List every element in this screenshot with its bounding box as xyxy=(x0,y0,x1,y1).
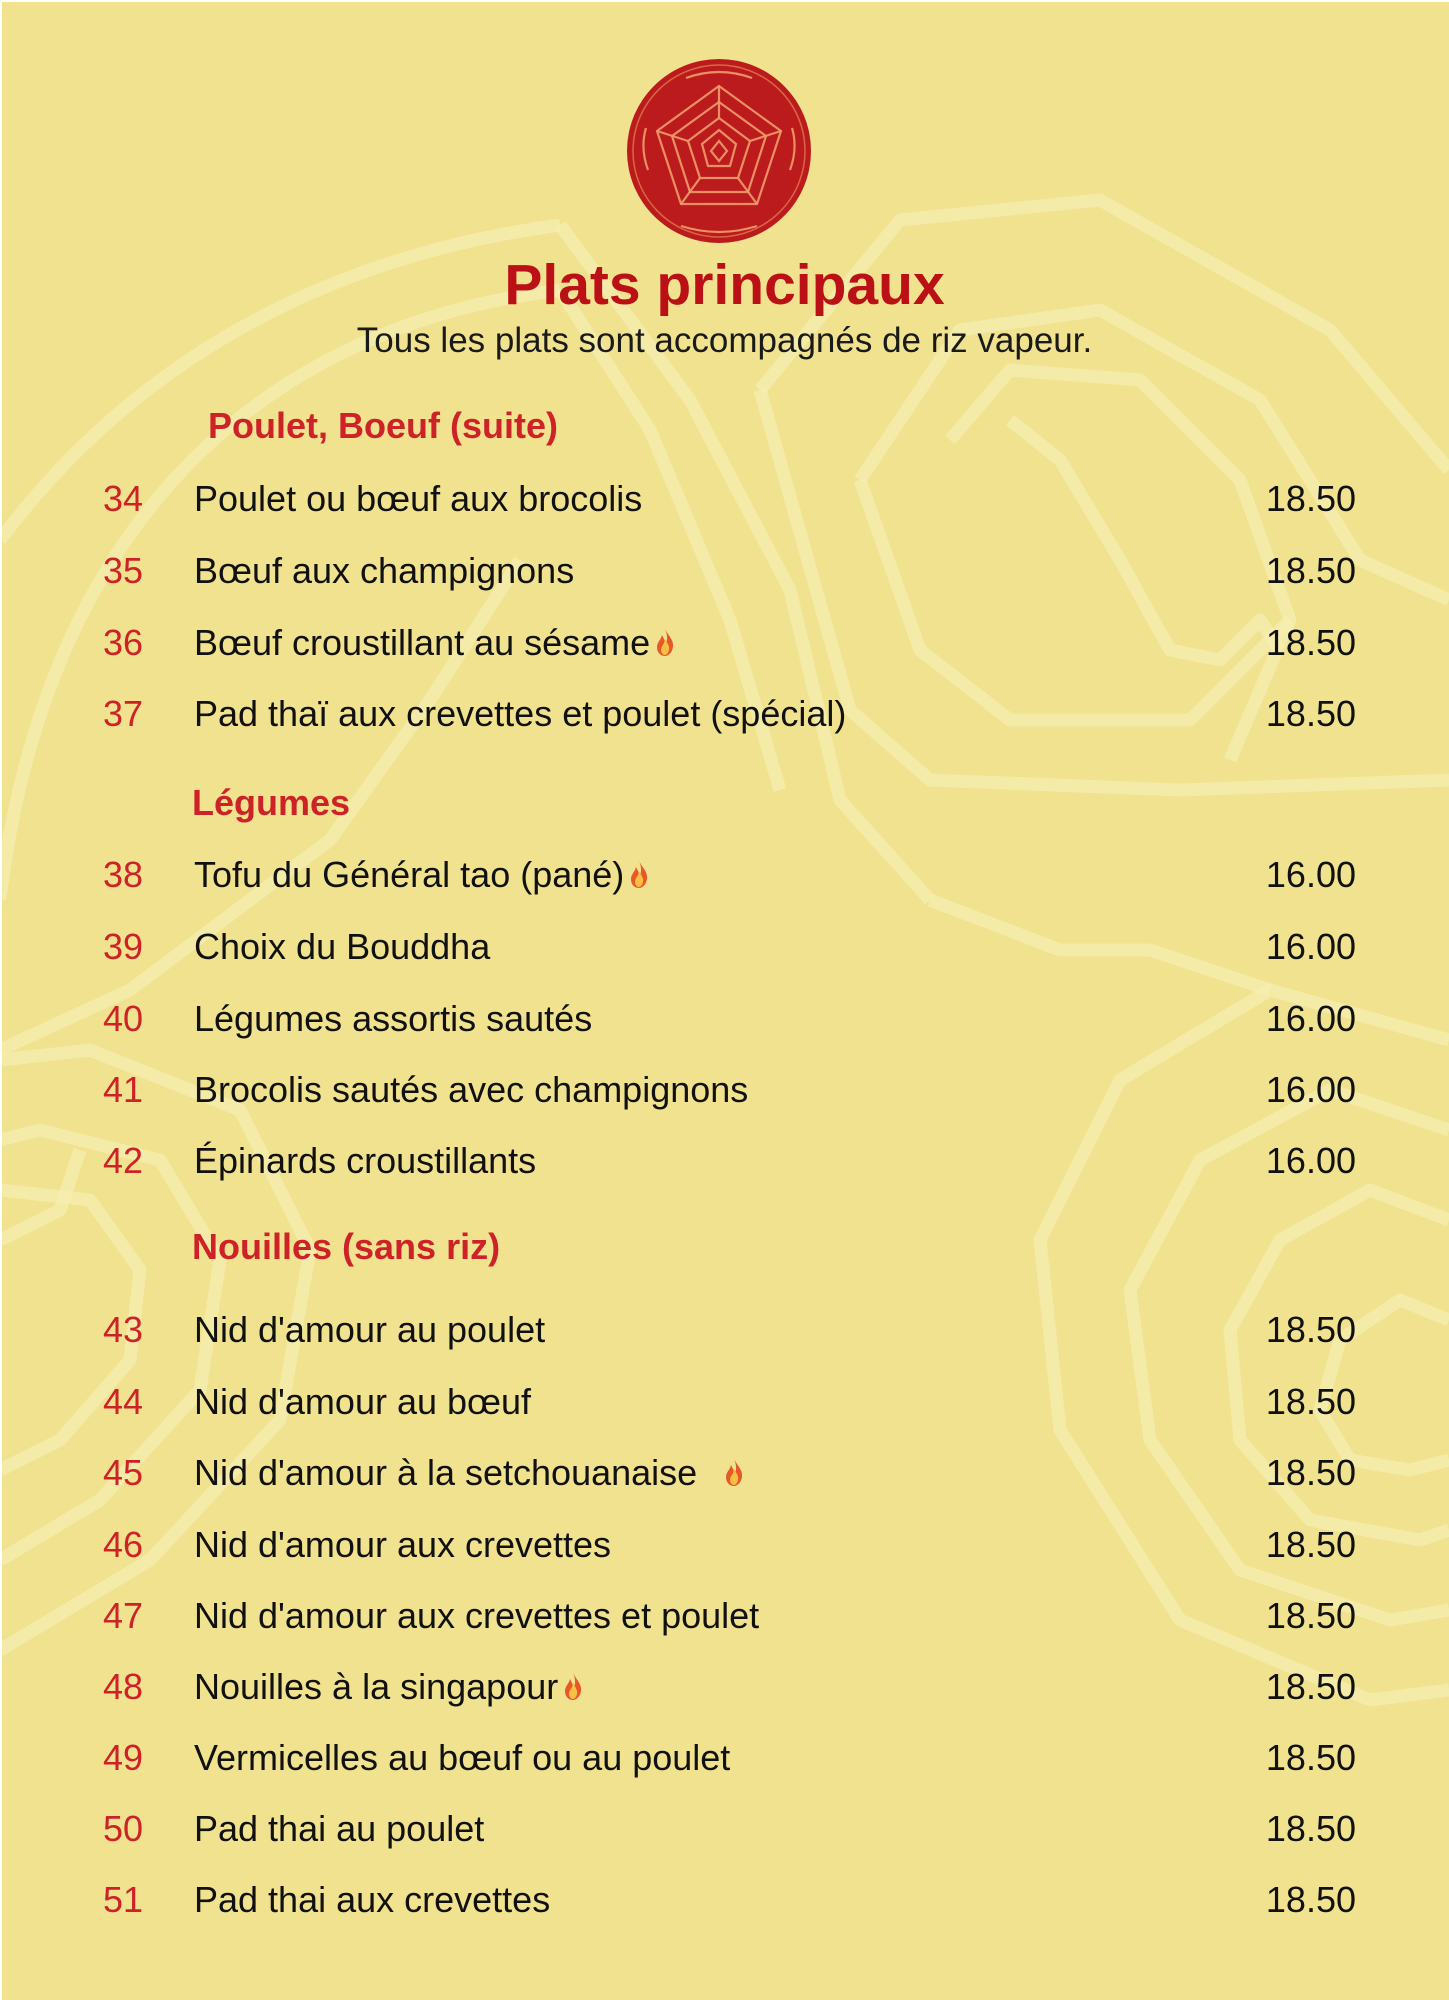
item-number: 38 xyxy=(103,854,144,895)
item-price: 18.50 xyxy=(1265,1808,1356,1849)
menu-item-row xyxy=(0,1520,1449,1570)
menu-item-row xyxy=(0,1804,1449,1854)
menu-item-row xyxy=(0,1591,1449,1641)
page-subtitle: Tous les plats sont accompagnés de riz vapeur. xyxy=(356,321,1093,360)
item-name: Vermicelles au bœuf ou au poulet xyxy=(194,1737,731,1778)
item-name: Tofu du Général tao (pané) xyxy=(194,850,650,900)
item-name: Nid d'amour au poulet xyxy=(194,1309,546,1350)
item-price: 18.50 xyxy=(1265,550,1356,591)
item-name: Légumes assortis sautés xyxy=(194,998,593,1039)
menu-item-row xyxy=(0,1377,1449,1427)
item-number: 41 xyxy=(103,1069,144,1110)
item-name: Pad thaï aux crevettes et poulet (spécial) xyxy=(194,693,847,734)
item-number: 47 xyxy=(103,1595,144,1636)
emblem-icon xyxy=(626,58,812,244)
item-number: 43 xyxy=(103,1309,144,1350)
item-number: 45 xyxy=(103,1452,144,1493)
item-price: 18.50 xyxy=(1265,1381,1356,1422)
menu-item-row xyxy=(0,474,1449,524)
item-number: 40 xyxy=(103,998,144,1039)
item-price: 18.50 xyxy=(1265,1309,1356,1350)
item-number: 46 xyxy=(103,1524,144,1565)
item-number: 42 xyxy=(103,1140,144,1181)
item-name: Nid d'amour à la setchouanaise xyxy=(194,1448,745,1498)
item-price: 16.00 xyxy=(1265,1069,1356,1110)
item-name: Nid d'amour aux crevettes xyxy=(194,1524,612,1565)
item-price: 16.00 xyxy=(1265,854,1356,895)
menu-item-row xyxy=(0,1662,1449,1712)
menu-item-row xyxy=(0,1065,1449,1115)
menu-item-row xyxy=(0,1733,1449,1783)
section-heading-poulet-boeuf: Poulet, Boeuf (suite) xyxy=(208,405,558,446)
menu-item-row xyxy=(0,922,1449,972)
menu-item-row xyxy=(0,1448,1449,1498)
item-price: 18.50 xyxy=(1265,478,1356,519)
menu-item-row xyxy=(0,994,1449,1044)
item-name: Poulet ou bœuf aux brocolis xyxy=(194,478,643,519)
item-number: 49 xyxy=(103,1737,144,1778)
item-name: Pad thai au poulet xyxy=(194,1808,485,1849)
section-heading-legumes: Légumes xyxy=(192,782,351,823)
menu-item-row xyxy=(0,1136,1449,1186)
item-name: Nouilles à la singapour xyxy=(194,1662,584,1712)
item-price: 18.50 xyxy=(1265,1452,1356,1493)
menu-item-row xyxy=(0,1875,1449,1925)
item-number: 51 xyxy=(103,1879,144,1920)
item-price: 18.50 xyxy=(1265,1666,1356,1707)
item-number: 35 xyxy=(103,550,144,591)
menu-item-row xyxy=(0,850,1449,900)
item-number: 44 xyxy=(103,1381,144,1422)
item-price: 16.00 xyxy=(1265,998,1356,1039)
item-number: 39 xyxy=(103,926,144,967)
item-name: Bœuf aux champignons xyxy=(194,550,575,591)
page-title: Plats principaux xyxy=(504,253,945,317)
item-price: 18.50 xyxy=(1265,1737,1356,1778)
item-number: 50 xyxy=(103,1808,144,1849)
flame-icon xyxy=(628,859,650,889)
item-name: Brocolis sautés avec champignons xyxy=(194,1069,749,1110)
section-heading-nouilles: Nouilles (sans riz) xyxy=(192,1226,501,1267)
item-number: 36 xyxy=(103,622,144,663)
item-number: 34 xyxy=(103,478,144,519)
item-price: 18.50 xyxy=(1265,693,1356,734)
item-name: Nid d'amour au bœuf xyxy=(194,1381,532,1422)
menu-item-row xyxy=(0,1305,1449,1355)
item-price: 18.50 xyxy=(1265,1524,1356,1565)
menu-item-row xyxy=(0,689,1449,739)
item-price: 18.50 xyxy=(1265,1595,1356,1636)
flame-icon xyxy=(654,627,676,657)
item-price: 16.00 xyxy=(1265,1140,1356,1181)
menu-item-row xyxy=(0,546,1449,596)
item-name: Choix du Bouddha xyxy=(194,926,491,967)
item-price: 18.50 xyxy=(1265,622,1356,663)
item-name: Bœuf croustillant au sésame xyxy=(194,618,676,668)
item-name: Épinards croustillants xyxy=(194,1140,537,1181)
item-number: 48 xyxy=(103,1666,144,1707)
flame-icon xyxy=(723,1457,745,1487)
item-number: 37 xyxy=(103,693,144,734)
item-price: 16.00 xyxy=(1265,926,1356,967)
flame-icon xyxy=(562,1671,584,1701)
item-name: Nid d'amour aux crevettes et poulet xyxy=(194,1595,760,1636)
item-price: 18.50 xyxy=(1265,1879,1356,1920)
menu-item-row xyxy=(0,618,1449,668)
item-name: Pad thai aux crevettes xyxy=(194,1879,551,1920)
